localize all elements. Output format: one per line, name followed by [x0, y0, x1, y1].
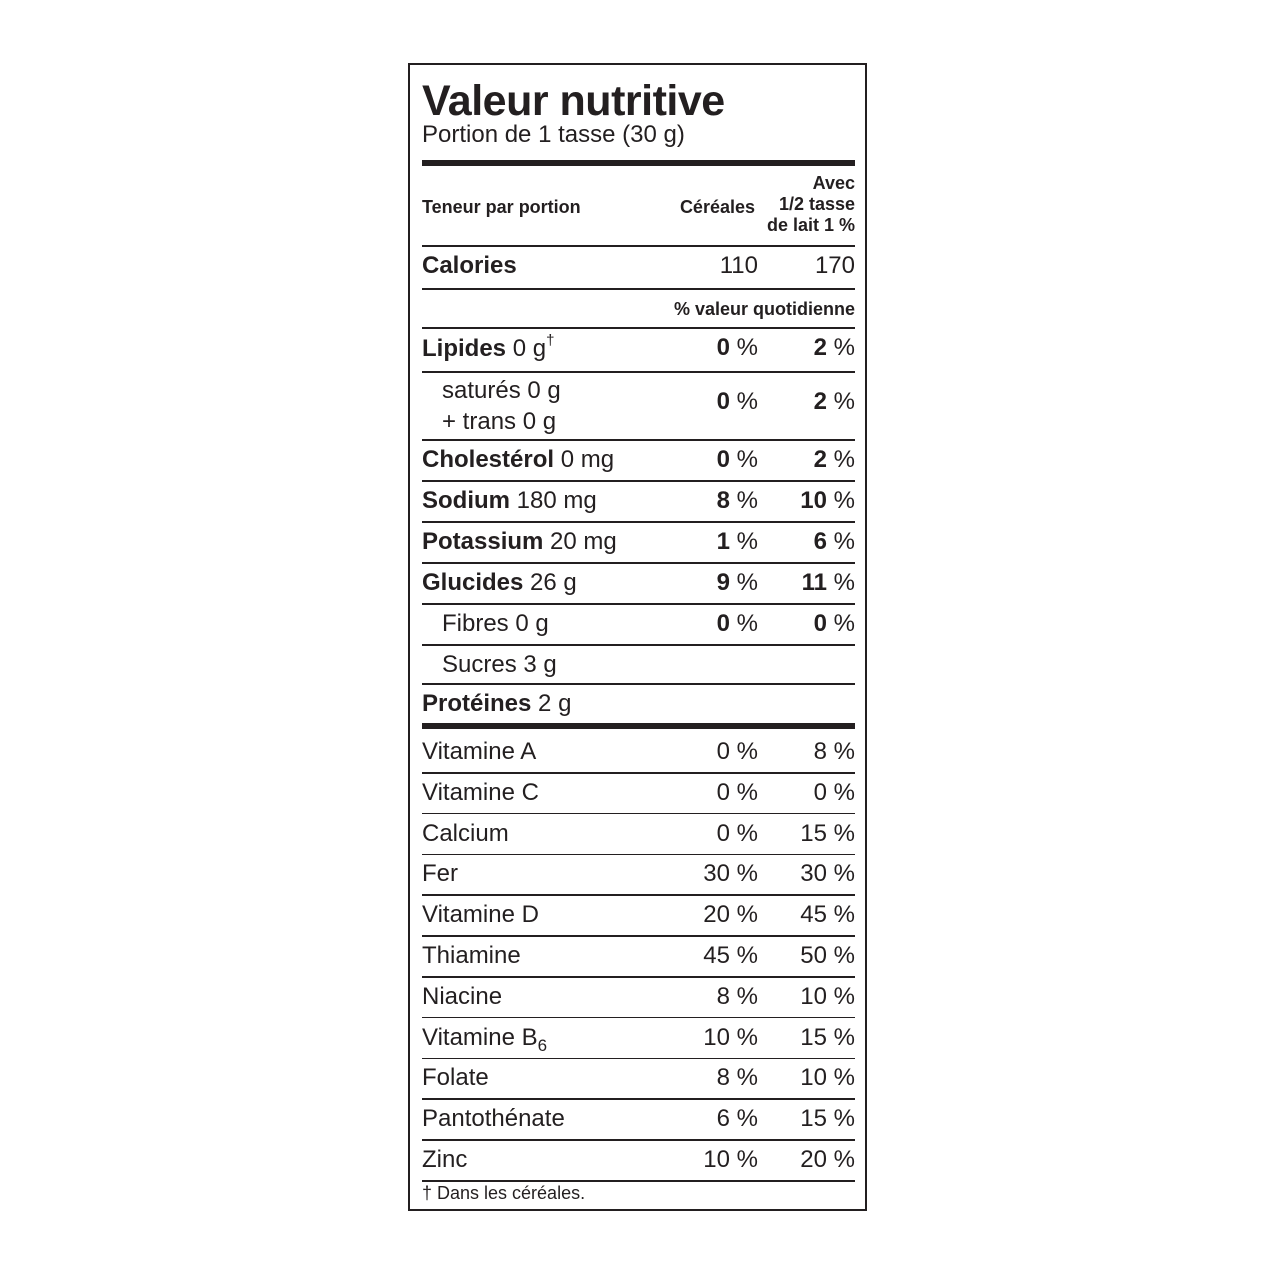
divider	[422, 1139, 855, 1141]
divider	[422, 683, 855, 685]
milk-dv-value: 10 %	[800, 1064, 855, 1092]
daily-value-header: % valeur quotidienne	[673, 299, 855, 319]
cereal-dv-value: 0 %	[716, 738, 758, 765]
divider	[422, 813, 855, 815]
vitamin-name: Folate	[422, 1064, 489, 1092]
divider	[422, 1098, 855, 1100]
milk-dv-value: 50 %	[800, 942, 855, 969]
milk-dv-value: 10 %	[800, 982, 855, 1010]
vitamin-name: Zinc	[422, 1146, 468, 1173]
divider	[422, 1180, 855, 1182]
divider	[422, 772, 855, 774]
nutrition-facts-panel: Valeur nutritive Portion de 1 tasse (30 g) Teneur par portion Céréales Avec 1/2 tasse de lait 1 % Calories 110 170 % valeur quotidienne Lipides 0 g† 0 % 2 % saturés 0 g + trans 0 g 0 % 2 % Cholestérol 0 mg 0 % 2 % Sodium 180 mg 8 % 10 % Potassium 20 mg 1 % 6 % Glucides 26 g 9 % 11 % Fibres 0 g 0 % 0 % Sucres 3 g Protéines 2 g Vitamine A 0 % 8 % Vitamine C 0 % 0 % Calcium 0 % 15 % Fer 30 % 30 % Vitamine D 20 % 45 % Thiamine 45 % 50 % Niacine 8 % 10 % Vitamine $B_6$ 10 % 15 % Folate 8 % 10 % Pantothénate 6 % 15 % Zinc 10 % 20 % † Dans les céréales.	[408, 63, 867, 1211]
divider	[422, 603, 855, 605]
divider	[422, 480, 855, 482]
panel-title: Valeur nutritive	[422, 77, 725, 125]
divider	[422, 562, 855, 564]
cereal-dv-value: 30 %	[703, 860, 758, 888]
divider	[422, 439, 855, 441]
top-thick-divider	[422, 160, 855, 166]
vitamin-name: Vitamine $B_6$	[422, 1023, 548, 1055]
cereal-dv-value: 0 %	[716, 819, 758, 847]
divider	[422, 245, 855, 247]
divider	[422, 1058, 855, 1060]
milk-dv-value: 0 %	[813, 778, 855, 806]
milk-dv-value: 8 %	[813, 738, 855, 765]
divider	[422, 894, 855, 896]
cereal-dv-value: 8 %	[716, 1064, 758, 1092]
milk-dv-value: 15 %	[800, 1023, 855, 1051]
serving-size: Portion de 1 tasse (30 g)	[422, 121, 685, 148]
milk-dv-value: 15 %	[800, 819, 855, 847]
satures-trans-row: saturés 0 g + trans 0 g 0 % 2 %	[442, 377, 855, 435]
divider	[422, 371, 855, 373]
cereal-column-header: Céréales	[679, 197, 755, 217]
cereal-dv-value: 8 %	[716, 982, 758, 1010]
milk-dv-value: 20 %	[800, 1146, 855, 1173]
cereal-dv-value: 45 %	[703, 942, 758, 969]
divider	[422, 935, 855, 937]
vitamin-name: Niacine	[422, 982, 503, 1010]
milk-dv-value: 45 %	[800, 901, 855, 929]
cereal-dv-value: 10 %	[703, 1023, 758, 1051]
cereal-dv-value: 10 %	[703, 1146, 758, 1173]
milk-dv-value: 30 %	[800, 860, 855, 888]
milk-dv-value: 15 %	[800, 1105, 855, 1133]
vitamin-name: Pantothénate	[422, 1105, 565, 1133]
divider	[422, 854, 855, 856]
divider	[422, 327, 855, 329]
divider	[422, 1017, 855, 1019]
milk-column-header: Avec 1/2 tasse de lait 1 %	[766, 173, 855, 235]
footnote: † Dans les céréales.	[422, 1183, 586, 1203]
vitamin-name: Vitamine C	[422, 778, 539, 806]
vitamins-thick-divider	[422, 723, 855, 729]
divider	[422, 521, 855, 523]
vitamin-name: Vitamine D	[422, 901, 539, 929]
vitamin-name: Calcium	[422, 819, 509, 847]
vitamin-name: Vitamine A	[422, 738, 537, 765]
cereal-dv-value: 0 %	[716, 778, 758, 806]
divider	[422, 644, 855, 646]
divider	[422, 976, 855, 978]
vitamin-name: Thiamine	[422, 942, 521, 969]
per-serving-header: Teneur par portion	[422, 197, 581, 217]
vitamin-name: Fer	[422, 860, 458, 888]
cereal-dv-value: 6 %	[716, 1105, 758, 1133]
divider	[422, 288, 855, 290]
cereal-dv-value: 20 %	[703, 901, 758, 929]
